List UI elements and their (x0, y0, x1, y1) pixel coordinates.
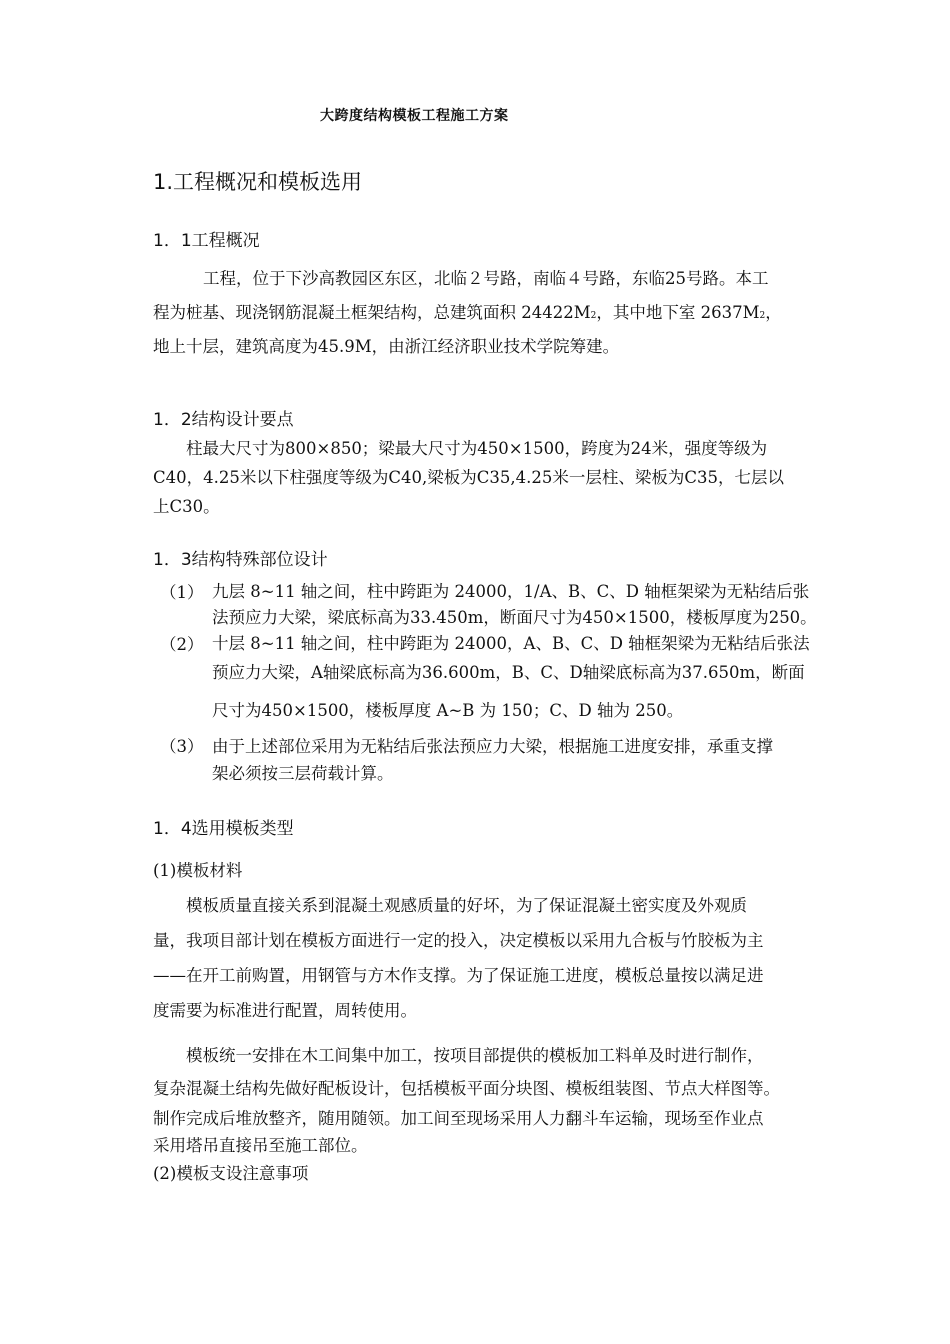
section-1-2-heading: 1．2结构设计要点 (153, 410, 294, 430)
list-item-number: （2） (160, 635, 204, 654)
list-item-text (212, 733, 865, 787)
paragraph-line: 上C30。 (153, 497, 220, 516)
list-item-text (212, 631, 865, 733)
paragraph-line: C40，4.25米以下柱强度等级为C40,梁板为C35,4.25米一层柱、梁板为C35，七层以 (153, 468, 784, 487)
list-item-number: （3） (160, 737, 204, 756)
paragraph-line: 复杂混凝土结构先做好配板设计，包括模板平面分块图、模板组装图、节点大样图等。 (153, 1079, 780, 1098)
list-item-number: （1） (160, 583, 204, 602)
paragraph-line: 地上十层，建筑高度为45.9M，由浙江经济职业技术学院筹建。 (153, 337, 620, 356)
paragraph-line: 工程，位于下沙高教园区东区，北临２号路，南临４号路，东临25号路。本工 (203, 269, 769, 288)
list-item (160, 631, 865, 733)
subsection-heading: (1)模板材料 (153, 861, 243, 880)
section-1-4-heading: 1．4选用模板类型 (153, 819, 294, 839)
paragraph-line (153, 296, 865, 330)
superscript: 2 (759, 311, 766, 321)
paragraph-line: 法预应力大梁，梁底标高为33.450m，断面尺寸为450×1500，楼板厚度为250。 (212, 608, 817, 627)
section-1-heading: 1.工程概况和模板选用 (153, 170, 363, 194)
list-item (160, 579, 865, 631)
paragraph-line: 度需要为标准进行配置，周转使用。 (153, 1001, 417, 1020)
section-1-4-paragraph-1 (153, 888, 865, 1028)
paragraph-line: 预应力大梁，A轴梁底标高为36.600m，B、C、D轴梁底标高为37.650m，断面 (212, 663, 805, 682)
section-1-1-paragraph (153, 262, 865, 364)
paragraph-line: 尺寸为450×1500，楼板厚度 A~B 为 150；C、D 轴为 250。 (212, 701, 684, 720)
paragraph-line: ——在开工前购置，用钢管与方木作支撑。为了保证施工进度，模板总量按以满足进 (153, 966, 764, 985)
section-1-1-heading: 1．1工程概况 (153, 231, 260, 251)
paragraph-line: 架必须按三层荷载计算。 (212, 764, 394, 783)
list-item-text (212, 579, 865, 631)
paragraph-line: 模板统一安排在木工间集中加工，按项目部提供的模板加工料单及时进行制作， (186, 1046, 764, 1065)
section-1-4-paragraph-2 (153, 1039, 865, 1159)
section-1-3-heading: 1．3结构特殊部位设计 (153, 550, 328, 570)
paragraph-line: 柱最大尺寸为800×850；梁最大尺寸为450×1500，跨度为24米，强度等级为 (186, 439, 768, 458)
subsection-heading: (2)模板支设注意事项 (153, 1164, 309, 1183)
paragraph-line: 制作完成后堆放整齐，随用随领。加工间至现场采用人力翻斗车运输，现场至作业点 (153, 1109, 764, 1128)
paragraph-line: 由于上述部位采用为无粘结后张法预应力大梁，根据施工进度安排，承重支撑 (212, 737, 773, 756)
paragraph-line: 十层 8~11 轴之间，柱中跨距为 24000，A、B、C、D 轴框架梁为无粘结后张法 (212, 634, 810, 653)
paragraph-line: 量，我项目部计划在模板方面进行一定的投入，决定模板以采用九合板与竹胶板为主 (153, 931, 764, 950)
paragraph-line: 采用塔吊直接吊至施工部位。 (153, 1136, 368, 1155)
text-run: 程为桩基、现浇钢筋混凝土框架结构，总建筑面积 24422M (153, 303, 591, 322)
paragraph-line: 九层 8~11 轴之间，柱中跨距为 24000，1/A、B、C、D 轴框架梁为无粘结后张 (212, 582, 810, 601)
text-run: ， (765, 303, 782, 322)
paragraph-line: 模板质量直接关系到混凝土观感质量的好坏，为了保证混凝土密实度及外观质 (186, 896, 747, 915)
document-title: 大跨度结构模板工程施工方案 (320, 108, 509, 124)
text-run: ，其中地下室 2637M (596, 303, 760, 322)
superscript: 2 (590, 311, 597, 321)
list-item (160, 733, 865, 787)
section-1-2-paragraph (153, 434, 865, 521)
